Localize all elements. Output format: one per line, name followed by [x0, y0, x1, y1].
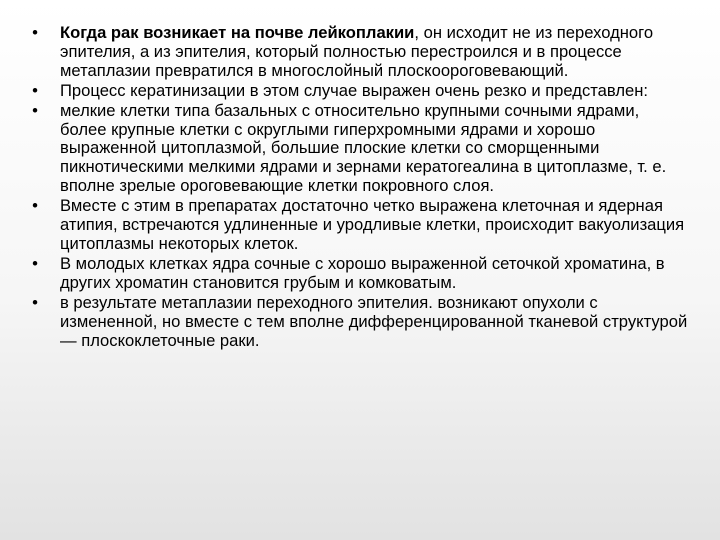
bullet-marker: •	[32, 196, 38, 216]
item-text: мелкие клетки типа базальных с относительно крупными сочными ядрами, более крупные клетки с округлыми гиперхромными ядрами и хорошо выраженной цитоплазмой, большие плоские клетки со сморщенными пикнотическими мелкими ядрами и зернами кератогеалина в цитоплазме, т. е. вполне зрелые ороговевающие клетки покровного слоя.	[60, 100, 667, 196]
item-text: Вместе с этим в препаратах достаточно четко выражена клеточная и ядерная атипия, встречаются удлиненные и уродливые клетки, происходит вакуолизация цитоплазмы некоторых клеток.	[60, 196, 685, 253]
bullet-marker: •	[32, 23, 38, 42]
bullet-marker: •	[32, 253, 38, 273]
item-bold-lead: Когда рак возникает на почве лейкоплакии	[60, 23, 415, 42]
bullet-marker: •	[32, 292, 38, 312]
list-item	[28, 294, 688, 351]
item-text: В молодых клетках ядра сочные с хорошо выраженной сеточкой хроматина, в других хроматин становится грубым и комковатым.	[60, 253, 665, 292]
list-item	[28, 82, 688, 101]
list-item	[28, 197, 688, 254]
list-item	[28, 24, 688, 81]
item-text: , он исходит не из переходного эпителия, а из эпителия, который полностью перестроился и в процессе метаплазии превратился в многослойный плоскоороговевающий.	[60, 23, 654, 80]
bullet-marker: •	[32, 100, 38, 120]
bullet-list	[28, 24, 688, 351]
item-text: Процесс кератинизации в этом случае выражен очень резко и представлен:	[60, 80, 649, 100]
item-text: в результате метаплазии переходного эпителия. возникают опухоли с измененной, но вместе с тем вполне дифференцированной тканевой структурой — плоскоклеточные раки.	[60, 292, 688, 350]
list-item	[28, 255, 688, 293]
bullet-marker: •	[32, 80, 38, 100]
list-item	[28, 102, 688, 197]
